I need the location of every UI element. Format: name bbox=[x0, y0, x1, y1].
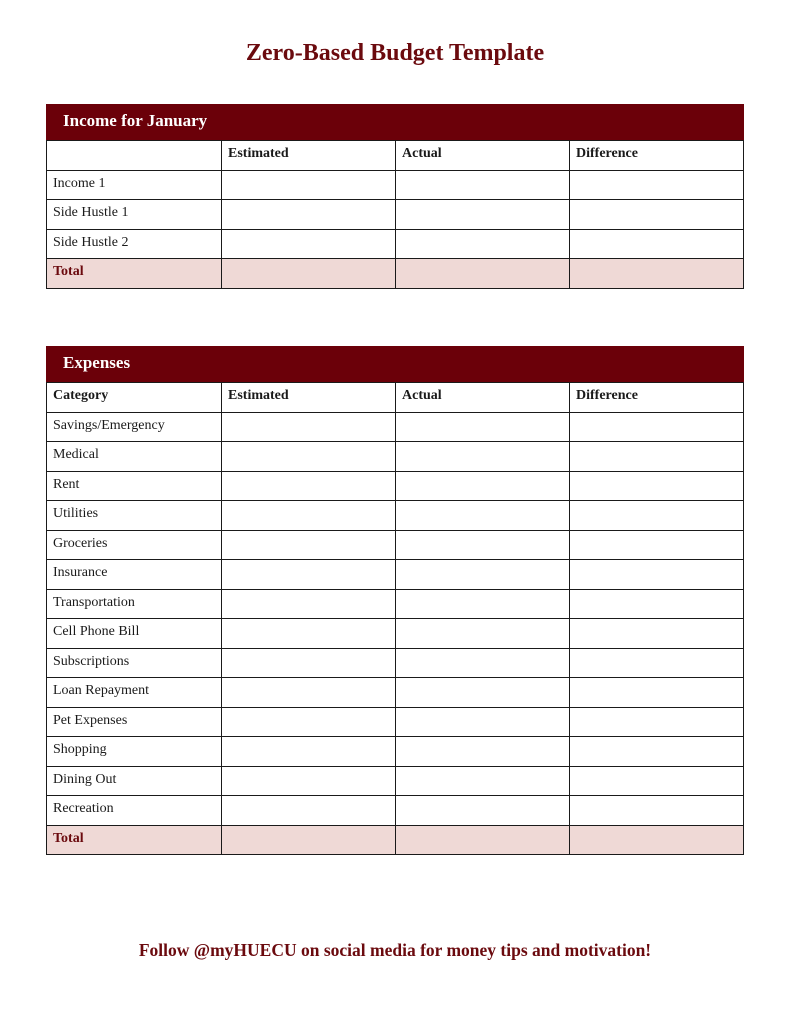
actual-cell[interactable] bbox=[396, 229, 570, 259]
difference-cell[interactable] bbox=[570, 200, 744, 230]
difference-cell[interactable] bbox=[570, 501, 744, 531]
actual-cell[interactable] bbox=[396, 678, 570, 708]
estimated-cell[interactable] bbox=[222, 412, 396, 442]
estimated-cell[interactable] bbox=[222, 229, 396, 259]
difference-cell[interactable] bbox=[570, 737, 744, 767]
column-header bbox=[47, 141, 222, 171]
row-label: Groceries bbox=[47, 530, 222, 560]
table-row bbox=[47, 648, 744, 678]
row-label: Dining Out bbox=[47, 766, 222, 796]
difference-cell[interactable] bbox=[570, 707, 744, 737]
page-title: Zero-Based Budget Template bbox=[245, 40, 545, 66]
actual-cell[interactable] bbox=[396, 412, 570, 442]
row-label: Side Hustle 2 bbox=[47, 229, 222, 259]
column-header: Difference bbox=[570, 141, 744, 171]
estimated-cell[interactable] bbox=[222, 648, 396, 678]
estimated-cell[interactable] bbox=[222, 766, 396, 796]
actual-cell[interactable] bbox=[396, 560, 570, 590]
actual-cell[interactable] bbox=[396, 707, 570, 737]
estimated-cell[interactable] bbox=[222, 560, 396, 590]
table-row bbox=[47, 442, 744, 472]
estimated-cell[interactable] bbox=[222, 170, 396, 200]
estimated-cell[interactable] bbox=[222, 501, 396, 531]
actual-cell[interactable] bbox=[396, 530, 570, 560]
footer-note: Follow @myHUECU on social media for money tips and motivation! bbox=[138, 940, 652, 960]
difference-cell[interactable] bbox=[570, 442, 744, 472]
income-section bbox=[46, 104, 744, 289]
row-label: Loan Repayment bbox=[47, 678, 222, 708]
table-row bbox=[47, 766, 744, 796]
column-header-row bbox=[47, 383, 744, 413]
actual-total-cell[interactable] bbox=[396, 825, 570, 855]
table-row bbox=[47, 707, 744, 737]
table-row bbox=[47, 229, 744, 259]
table-row bbox=[47, 619, 744, 649]
estimated-cell[interactable] bbox=[222, 796, 396, 826]
table-row bbox=[47, 796, 744, 826]
row-label: Side Hustle 1 bbox=[47, 200, 222, 230]
estimated-cell[interactable] bbox=[222, 200, 396, 230]
difference-cell[interactable] bbox=[570, 412, 744, 442]
difference-cell[interactable] bbox=[570, 530, 744, 560]
difference-cell[interactable] bbox=[570, 229, 744, 259]
column-header: Category bbox=[47, 383, 222, 413]
row-label: Income 1 bbox=[47, 170, 222, 200]
estimated-total-cell[interactable] bbox=[222, 825, 396, 855]
row-label: Utilities bbox=[47, 501, 222, 531]
actual-cell[interactable] bbox=[396, 737, 570, 767]
table-row bbox=[47, 530, 744, 560]
estimated-cell[interactable] bbox=[222, 619, 396, 649]
table-row bbox=[47, 412, 744, 442]
actual-cell[interactable] bbox=[396, 471, 570, 501]
actual-cell[interactable] bbox=[396, 796, 570, 826]
total-row bbox=[47, 825, 744, 855]
difference-cell[interactable] bbox=[570, 678, 744, 708]
estimated-cell[interactable] bbox=[222, 589, 396, 619]
row-label: Medical bbox=[47, 442, 222, 472]
expenses-table bbox=[46, 382, 744, 855]
estimated-cell[interactable] bbox=[222, 707, 396, 737]
table-row bbox=[47, 678, 744, 708]
actual-cell[interactable] bbox=[396, 619, 570, 649]
actual-cell[interactable] bbox=[396, 648, 570, 678]
difference-cell[interactable] bbox=[570, 619, 744, 649]
actual-total-cell[interactable] bbox=[396, 259, 570, 289]
row-label: Recreation bbox=[47, 796, 222, 826]
row-label: Savings/Emergency bbox=[47, 412, 222, 442]
expenses-section bbox=[46, 346, 744, 855]
table-row bbox=[47, 560, 744, 590]
table-row bbox=[47, 471, 744, 501]
actual-cell[interactable] bbox=[396, 589, 570, 619]
column-header: Estimated bbox=[222, 383, 396, 413]
row-label: Pet Expenses bbox=[47, 707, 222, 737]
actual-cell[interactable] bbox=[396, 170, 570, 200]
actual-cell[interactable] bbox=[396, 200, 570, 230]
estimated-cell[interactable] bbox=[222, 737, 396, 767]
difference-cell[interactable] bbox=[570, 589, 744, 619]
column-header: Difference bbox=[570, 383, 744, 413]
total-row bbox=[47, 259, 744, 289]
difference-cell[interactable] bbox=[570, 471, 744, 501]
total-label: Total bbox=[47, 259, 222, 289]
row-label: Shopping bbox=[47, 737, 222, 767]
row-label: Subscriptions bbox=[47, 648, 222, 678]
row-label: Cell Phone Bill bbox=[47, 619, 222, 649]
actual-cell[interactable] bbox=[396, 766, 570, 796]
row-label: Transportation bbox=[47, 589, 222, 619]
actual-cell[interactable] bbox=[396, 442, 570, 472]
difference-cell[interactable] bbox=[570, 766, 744, 796]
column-header: Actual bbox=[396, 141, 570, 171]
total-label: Total bbox=[47, 825, 222, 855]
actual-cell[interactable] bbox=[396, 501, 570, 531]
difference-total-cell[interactable] bbox=[570, 259, 744, 289]
row-label: Insurance bbox=[47, 560, 222, 590]
income-header: Income for January bbox=[46, 104, 744, 140]
estimated-cell[interactable] bbox=[222, 442, 396, 472]
estimated-cell[interactable] bbox=[222, 530, 396, 560]
expenses-header: Expenses bbox=[46, 346, 744, 382]
row-label: Rent bbox=[47, 471, 222, 501]
difference-cell[interactable] bbox=[570, 796, 744, 826]
difference-cell[interactable] bbox=[570, 648, 744, 678]
estimated-cell[interactable] bbox=[222, 471, 396, 501]
difference-cell[interactable] bbox=[570, 560, 744, 590]
column-header: Actual bbox=[396, 383, 570, 413]
column-header: Estimated bbox=[222, 141, 396, 171]
column-header-row bbox=[47, 141, 744, 171]
table-row bbox=[47, 501, 744, 531]
income-table bbox=[46, 140, 744, 289]
estimated-cell[interactable] bbox=[222, 678, 396, 708]
difference-total-cell[interactable] bbox=[570, 825, 744, 855]
estimated-total-cell[interactable] bbox=[222, 259, 396, 289]
table-row bbox=[47, 170, 744, 200]
table-row bbox=[47, 589, 744, 619]
table-row bbox=[47, 737, 744, 767]
difference-cell[interactable] bbox=[570, 170, 744, 200]
table-row bbox=[47, 200, 744, 230]
